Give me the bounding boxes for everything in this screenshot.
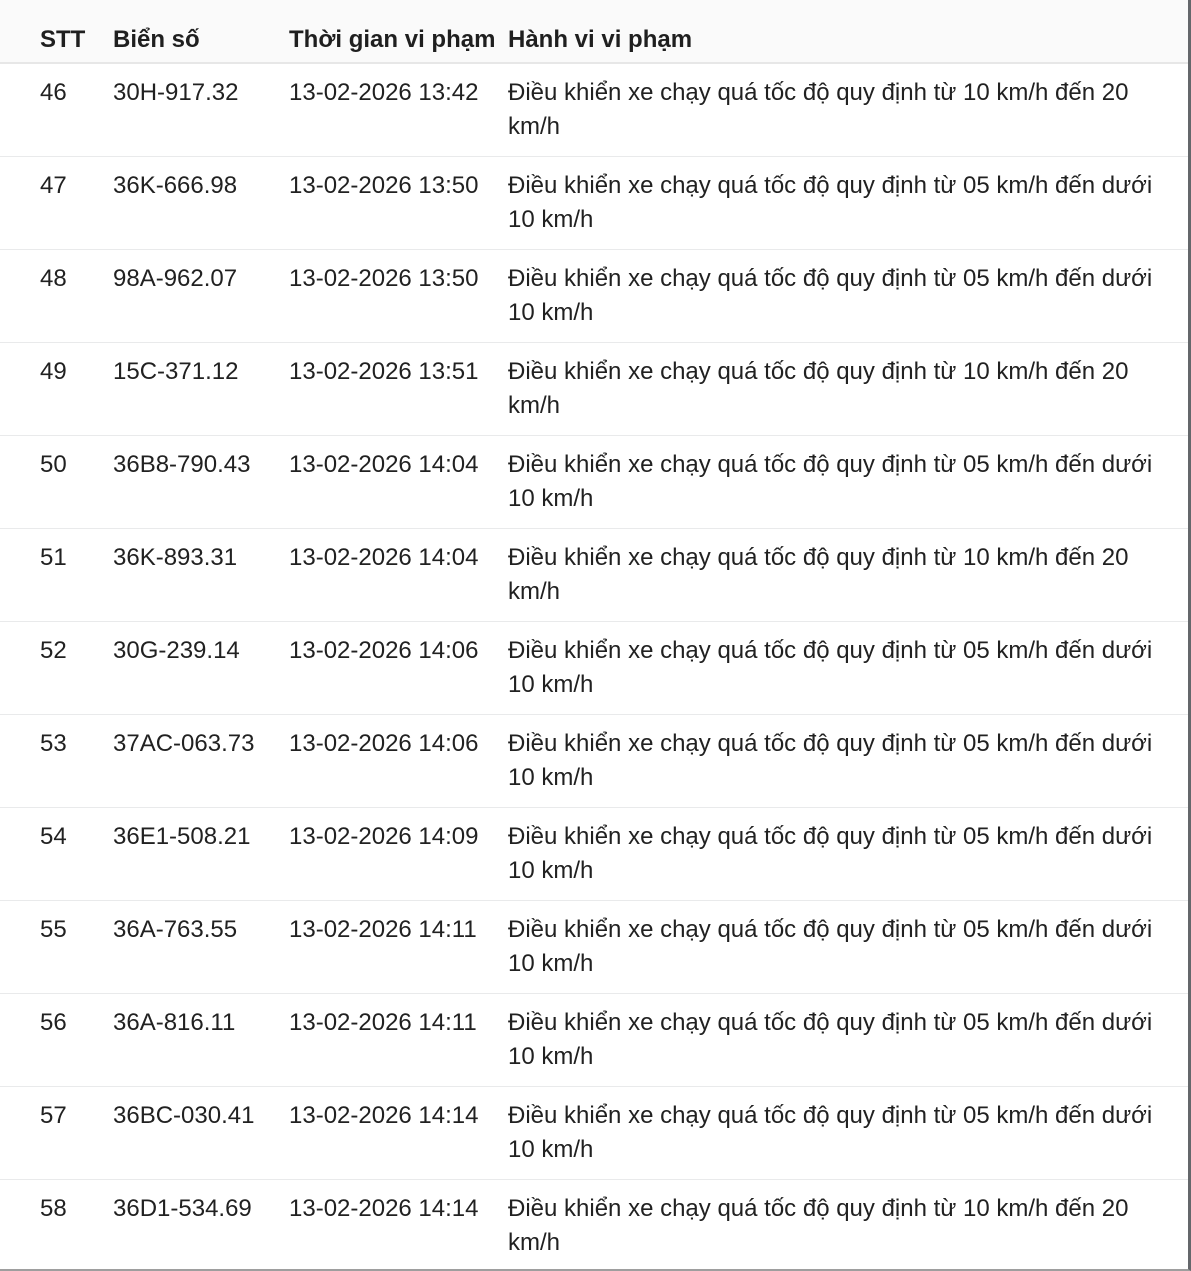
behavior-cell: Điều khiển xe chạy quá tốc độ quy định từ 10 km/h đến 20 km/h [495, 529, 1188, 622]
time-cell: 13-02-2026 14:09 [276, 808, 495, 901]
table-header-row [0, 0, 1188, 63]
time-cell: 13-02-2026 14:06 [276, 715, 495, 808]
table-row [0, 622, 1188, 715]
time-cell: 13-02-2026 14:11 [276, 901, 495, 994]
stt-cell: 53 [0, 715, 100, 808]
stt-cell: 58 [40, 1195, 67, 1222]
table-row [0, 436, 1188, 529]
time-cell: 13-02-2026 14:11 [276, 994, 495, 1087]
column-header-stt: STT [0, 0, 100, 63]
time-cell: 13-02-2026 13:50 [276, 157, 495, 250]
stt-cell: 52 [0, 622, 100, 715]
time-cell: 13-02-2026 14:14 [289, 1195, 479, 1222]
table-row [0, 808, 1188, 901]
plate-cell: 36A-763.55 [100, 901, 276, 994]
stt-cell: 54 [0, 808, 100, 901]
column-header-behavior: Hành vi vi phạm [495, 0, 1188, 63]
plate-cell: 36B8-790.43 [100, 436, 276, 529]
table-row [0, 250, 1188, 343]
table-row [0, 1087, 1188, 1180]
behavior-cell: Điều khiển xe chạy quá tốc độ quy định từ 05 km/h đến dưới 10 km/h [495, 436, 1188, 529]
table-row [0, 715, 1188, 808]
plate-cell: 36K-666.98 [100, 157, 276, 250]
behavior-cell: Điều khiển xe chạy quá tốc độ quy định từ 05 km/h đến dưới 10 km/h [495, 994, 1188, 1087]
behavior-cell: Điều khiển xe chạy quá tốc độ quy định từ 05 km/h đến dưới 10 km/h [495, 1087, 1188, 1180]
plate-cell: 36BC-030.41 [100, 1087, 276, 1180]
behavior-cell: Điều khiển xe chạy quá tốc độ quy định từ 05 km/h đến dưới 10 km/h [495, 622, 1188, 715]
plate-cell: 36A-816.11 [100, 994, 276, 1087]
plate-cell: 30H-917.32 [100, 63, 276, 157]
stt-cell: 49 [0, 343, 100, 436]
behavior-cell: Điều khiển xe chạy quá tốc độ quy định từ 05 km/h đến dưới 10 km/h [495, 808, 1188, 901]
time-cell: 13-02-2026 13:42 [276, 63, 495, 157]
stt-cell: 51 [0, 529, 100, 622]
table-row [0, 901, 1188, 994]
plate-cell: 36E1-508.21 [100, 808, 276, 901]
column-header-plate: Biển số [100, 0, 276, 63]
behavior-cell: Điều khiển xe chạy quá tốc độ quy định từ 10 km/h đến 20 km/h [508, 1195, 1129, 1256]
stt-cell: 57 [0, 1087, 100, 1180]
stt-cell: 48 [0, 250, 100, 343]
plate-cell: 36K-893.31 [100, 529, 276, 622]
time-cell: 13-02-2026 14:04 [276, 529, 495, 622]
stt-cell: 46 [0, 63, 100, 157]
table-row [0, 157, 1188, 250]
table-row [0, 343, 1188, 436]
table-row [0, 1180, 1188, 1271]
time-cell: 13-02-2026 14:14 [276, 1087, 495, 1180]
table-row [0, 994, 1188, 1087]
table-row [0, 529, 1188, 622]
plate-cell: 98A-962.07 [100, 250, 276, 343]
plate-cell: 30G-239.14 [100, 622, 276, 715]
behavior-cell: Điều khiển xe chạy quá tốc độ quy định từ 05 km/h đến dưới 10 km/h [495, 157, 1188, 250]
behavior-cell: Điều khiển xe chạy quá tốc độ quy định từ 10 km/h đến 20 km/h [495, 343, 1188, 436]
plate-cell: 37AC-063.73 [100, 715, 276, 808]
behavior-cell: Điều khiển xe chạy quá tốc độ quy định từ 05 km/h đến dưới 10 km/h [495, 901, 1188, 994]
plate-cell: 15C-371.12 [100, 343, 276, 436]
column-header-time: Thời gian vi phạm [276, 0, 495, 63]
time-cell: 13-02-2026 13:51 [276, 343, 495, 436]
stt-cell: 47 [0, 157, 100, 250]
behavior-cell: Điều khiển xe chạy quá tốc độ quy định từ 05 km/h đến dưới 10 km/h [495, 250, 1188, 343]
plate-cell: 36D1-534.69 [113, 1195, 252, 1222]
time-cell: 13-02-2026 13:50 [276, 250, 495, 343]
time-cell: 13-02-2026 14:06 [276, 622, 495, 715]
time-cell: 13-02-2026 14:04 [276, 436, 495, 529]
table-body [0, 63, 1188, 1271]
stt-cell: 55 [0, 901, 100, 994]
table-row [0, 63, 1188, 157]
stt-cell: 50 [0, 436, 100, 529]
behavior-cell: Điều khiển xe chạy quá tốc độ quy định từ 05 km/h đến dưới 10 km/h [495, 715, 1188, 808]
stt-cell: 56 [0, 994, 100, 1087]
behavior-cell: Điều khiển xe chạy quá tốc độ quy định từ 10 km/h đến 20 km/h [495, 63, 1188, 157]
